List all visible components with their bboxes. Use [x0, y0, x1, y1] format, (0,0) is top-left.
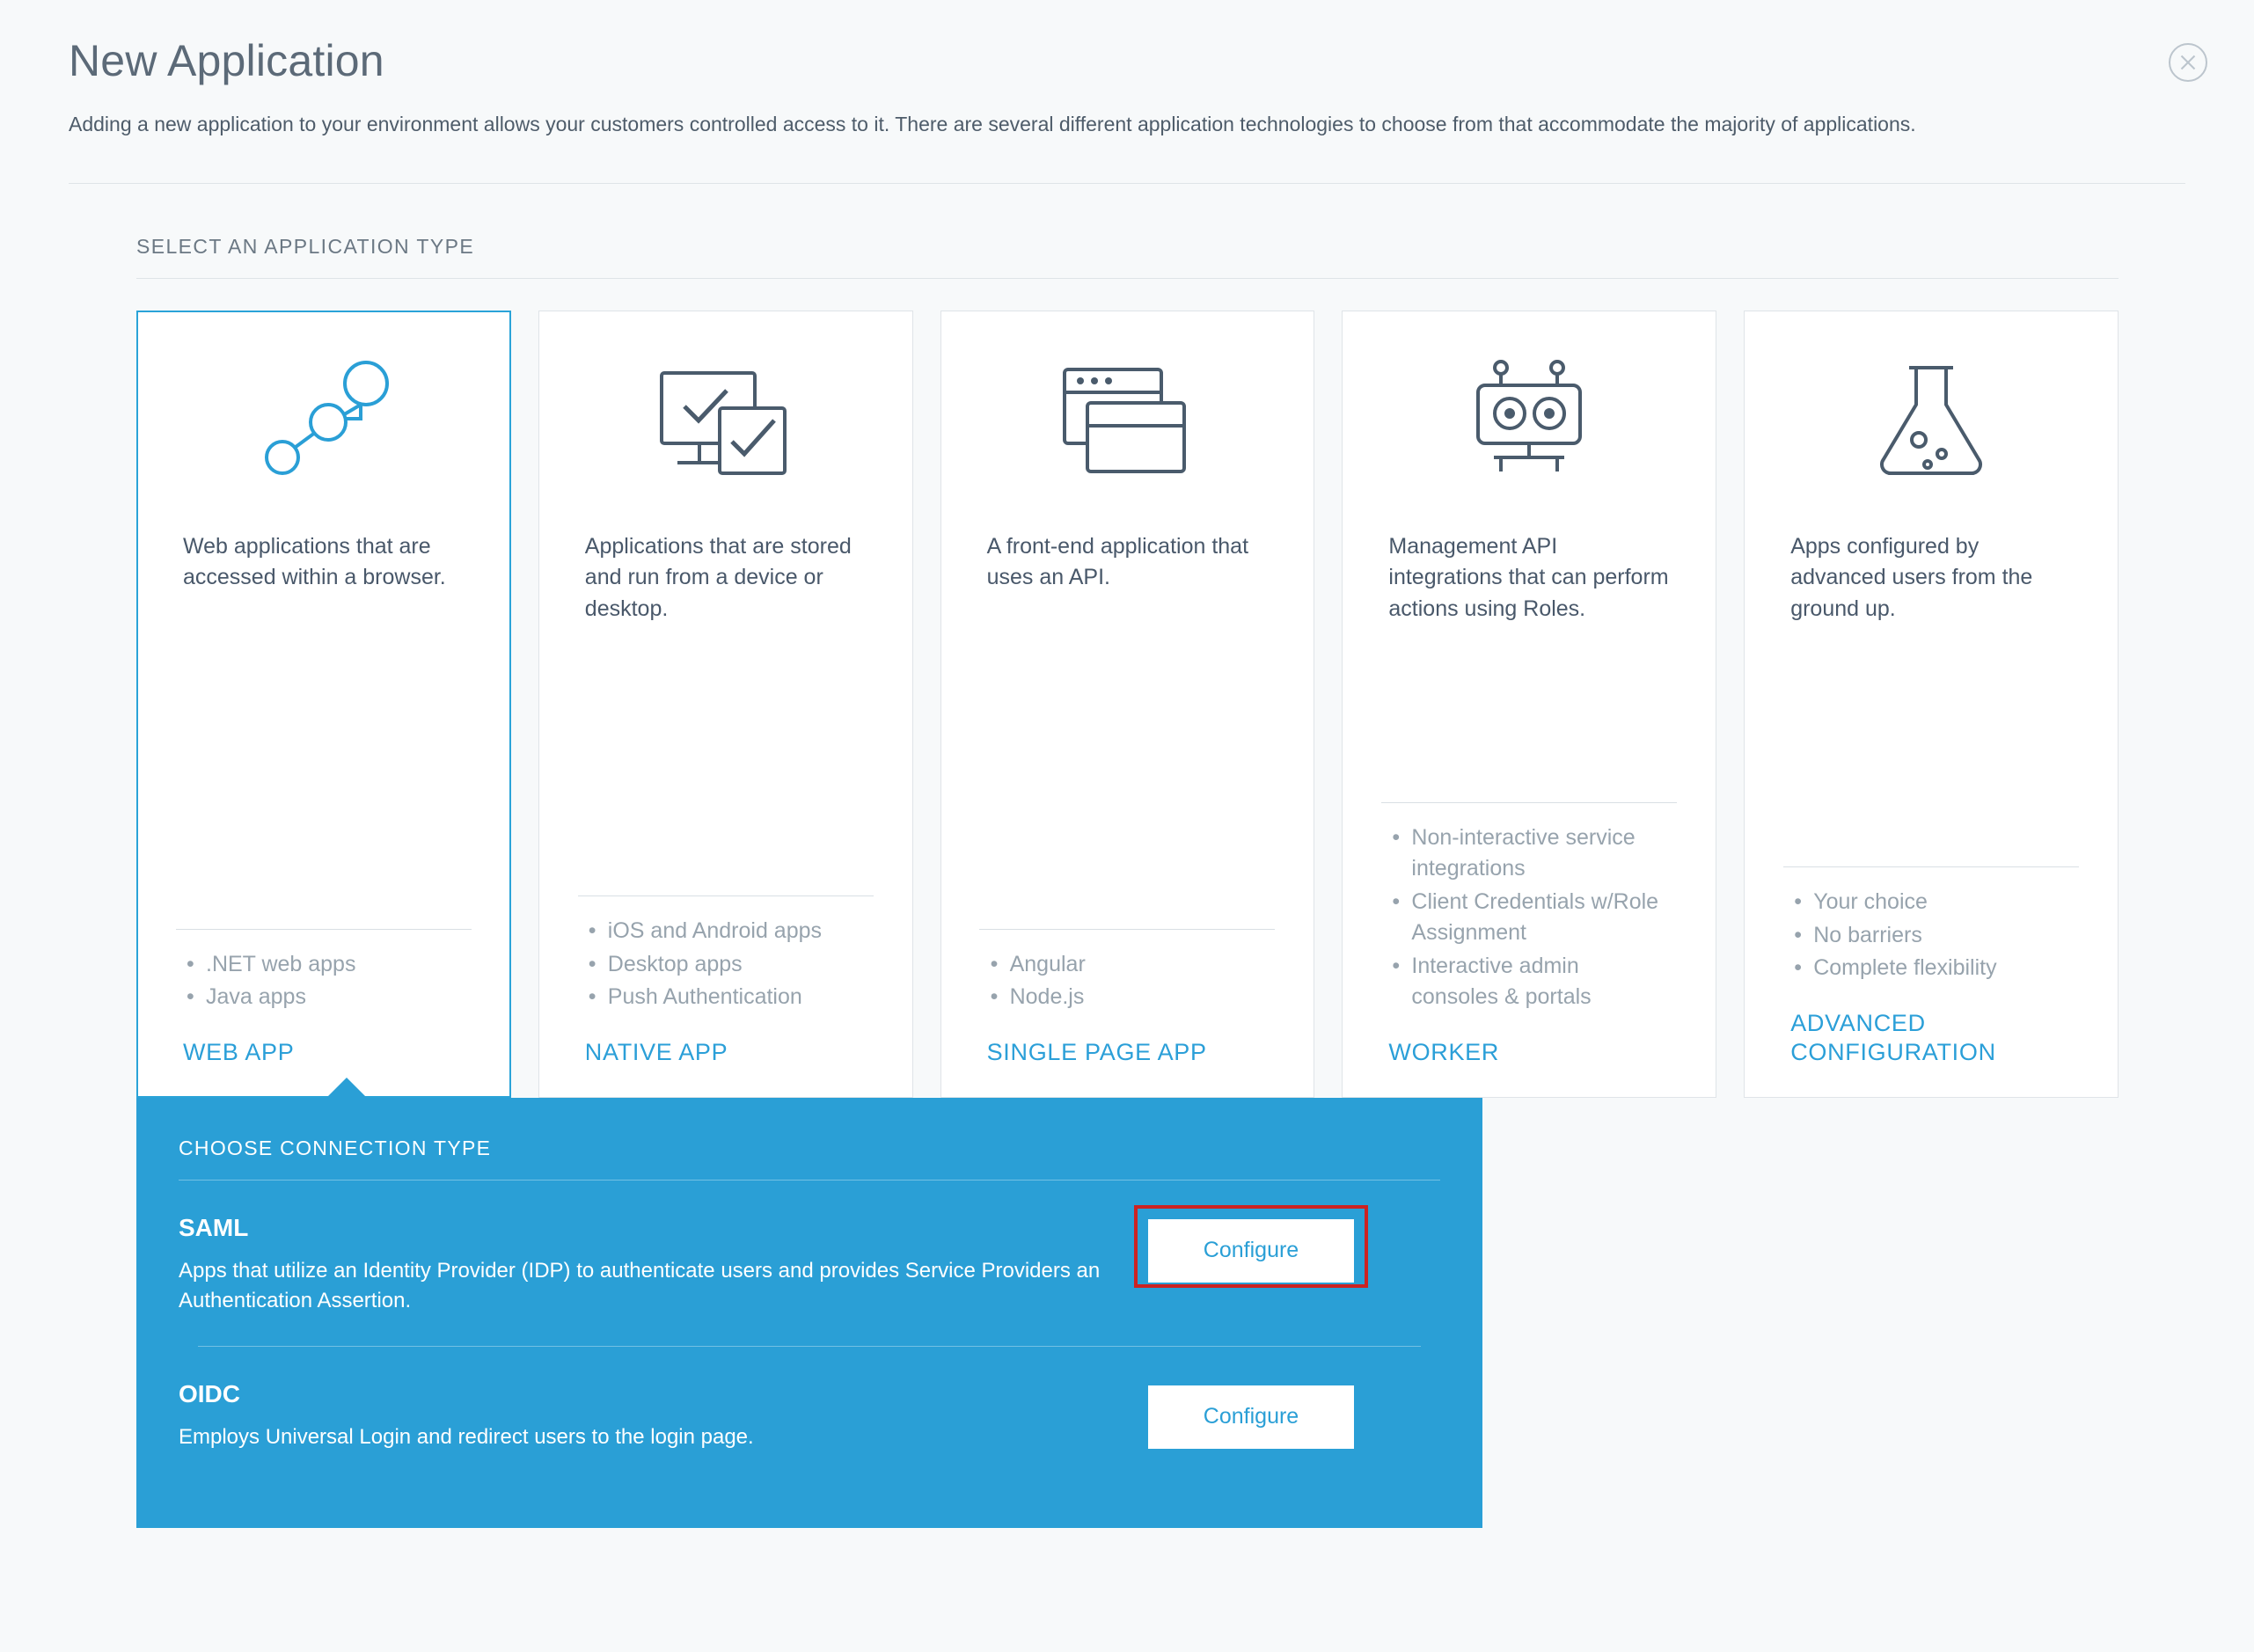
list-item: • Desktop apps	[585, 949, 867, 981]
header-divider	[69, 183, 2185, 184]
card-divider	[1381, 802, 1677, 803]
connection-option-saml	[179, 1181, 1440, 1346]
oidc-configure-button[interactable]: Configure	[1148, 1385, 1354, 1449]
list-item: • Java apps	[183, 982, 465, 1013]
connection-title: OIDC	[179, 1379, 240, 1407]
app-type-card-advanced-configuration[interactable]	[1744, 311, 2119, 1098]
saml-configure-button[interactable]: Configure	[1148, 1219, 1354, 1283]
app-type-bullets	[1745, 887, 2118, 986]
list-item: • Your choice	[1790, 887, 2072, 918]
app-type-description: Applications that are stored and run from a device or desktop.	[584, 533, 852, 621]
bottom-spacer	[0, 1608, 2254, 1652]
select-application-type-section	[136, 235, 2185, 279]
app-type-name[interactable]: NATIVE APP	[584, 1038, 728, 1065]
app-type-card-worker[interactable]	[1342, 311, 1716, 1098]
list-item: • Interactive admin consoles & portals	[1388, 951, 1670, 1013]
connection-type-panel-wrapper	[136, 1098, 1482, 1528]
panel-pointer-arrow	[324, 1078, 370, 1100]
list-item: • Node.js	[987, 982, 1269, 1013]
app-type-bullets	[539, 916, 912, 1015]
connection-title: SAML	[179, 1213, 249, 1241]
choose-connection-type-panel	[136, 1098, 1482, 1528]
list-item: • iOS and Android apps	[585, 916, 867, 947]
app-type-bullets	[941, 949, 1314, 1015]
list-item: • No barriers	[1790, 920, 2072, 952]
application-type-cards	[136, 311, 2119, 1098]
panel-label: CHOOSE CONNECTION TYPE	[179, 1136, 492, 1159]
app-type-name[interactable]: WEB APP	[183, 1038, 295, 1065]
connection-description: Apps that utilize an Identity Provider (IDP) to authenticate users and provides Service Providers an Authentication Assertion.	[179, 1258, 1101, 1312]
app-type-bullets	[137, 949, 510, 1015]
app-type-bullets	[1343, 822, 1716, 1015]
connection-option-oidc	[179, 1347, 1440, 1482]
card-divider	[176, 929, 472, 930]
list-item: • Complete flexibility	[1790, 953, 2072, 984]
dialog-header	[0, 0, 2254, 141]
advanced-configuration-flask-icon	[1745, 311, 2118, 531]
card-divider	[578, 895, 874, 896]
dialog-description: Adding a new application to your environment allows your customers controlled access to it. There are several different application technologies to choose from that accommodate the majority of applications.	[69, 113, 1916, 135]
native-app-monitor-checklist-icon	[539, 311, 912, 531]
list-item: • Client Credentials w/Role Assignment	[1388, 887, 1670, 949]
connection-description: Employs Universal Login and redirect users to the login page.	[179, 1424, 754, 1449]
list-item: • Non-interactive service integrations	[1388, 822, 1670, 885]
app-type-description: A front-end application that uses an API.	[986, 533, 1249, 590]
worker-robot-icon	[1343, 311, 1716, 531]
card-divider	[979, 929, 1275, 930]
app-type-description: Apps configured by advanced users from the ground up.	[1790, 533, 2033, 621]
list-item: • .NET web apps	[183, 949, 465, 981]
close-icon[interactable]	[2168, 42, 2208, 83]
section-label: SELECT AN APPLICATION TYPE	[136, 234, 475, 258]
app-type-name[interactable]: SINGLE PAGE APP	[986, 1038, 1207, 1065]
app-type-card-web-app[interactable]	[136, 311, 511, 1098]
list-item: • Push Authentication	[585, 982, 867, 1013]
page-title: New Application	[69, 36, 384, 85]
app-type-card-single-page-app[interactable]	[940, 311, 1315, 1098]
card-divider	[1783, 866, 2079, 867]
web-app-nodes-icon	[137, 311, 510, 531]
app-type-name[interactable]: WORKER	[1388, 1038, 1500, 1065]
app-type-card-native-app[interactable]	[538, 311, 913, 1098]
app-type-name[interactable]: ADVANCED CONFIGURATION	[1790, 1009, 1996, 1065]
section-divider	[136, 278, 2119, 279]
list-item: • Angular	[987, 949, 1269, 981]
app-type-description: Web applications that are accessed within a browser.	[183, 533, 446, 590]
app-type-description: Management API integrations that can perform actions using Roles.	[1388, 533, 1669, 621]
single-page-app-windows-icon	[941, 311, 1314, 531]
